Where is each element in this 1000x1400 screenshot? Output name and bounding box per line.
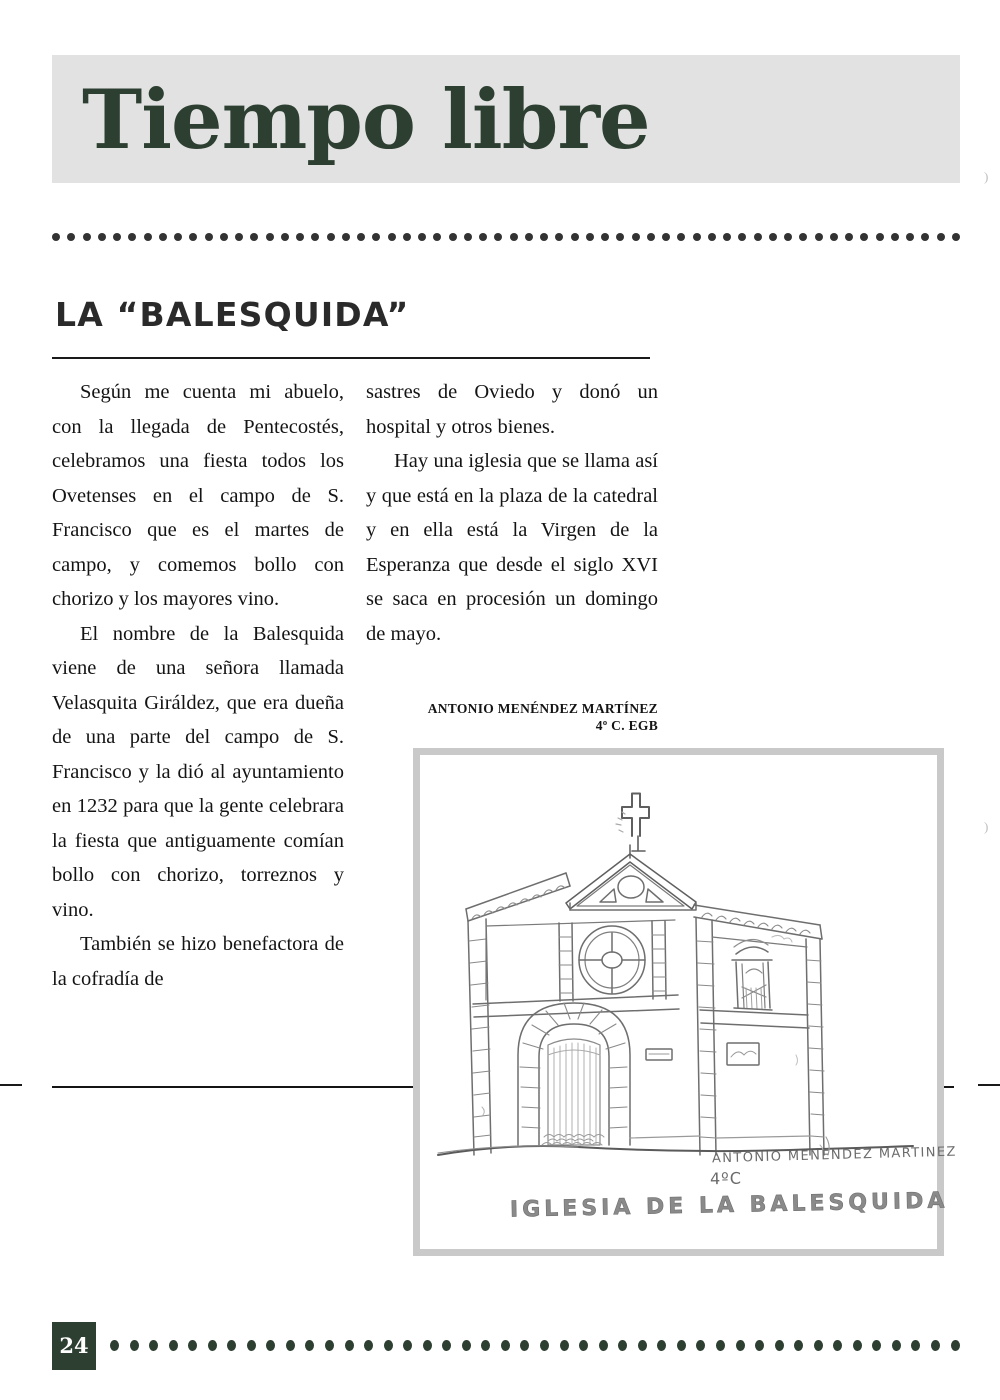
paragraph: El nombre de la Balesquida viene de una señora llamada Velasquita Giráldez, que era dueña de una parte del campo de S. Francisco y la dió al ayuntamiento en 1232 para que la gente celebrara la fiesta que antiguamente comían bollo con chorizo, torreznos y vino. <box>52 622 344 921</box>
body-column-left <box>52 375 344 996</box>
crop-mark-right <box>978 1084 1000 1086</box>
paragraph: sastres de Oviedo y donó un hospital y otros bienes. <box>366 381 658 438</box>
paragraph: Según me cuenta mi abuelo, con la llegada de Pentecostés, celebramos una fiesta todos los Ovetenses en el campo de S. Francisco que es el martes de campo, y comemos bollo con chorizo y los mayores vino. <box>52 381 344 610</box>
byline-grade: 4º C. EGB <box>595 718 658 733</box>
article-title: LA “BALESQUIDA” <box>55 295 410 334</box>
decorative-dot-rule-top <box>52 232 960 242</box>
paragraph: También se hizo benefactora de la cofradía de <box>52 933 344 990</box>
handwritten-grade: 4ºC <box>709 1168 743 1189</box>
body-column-right <box>366 375 658 651</box>
church-facade-drawing <box>420 755 937 1249</box>
byline <box>366 700 658 734</box>
handwritten-author: ANTONIO MENENDEZ MARTINEZ <box>711 1144 958 1167</box>
edge-artifact-middle: ) <box>984 819 989 834</box>
crop-mark-left <box>0 1084 22 1086</box>
decorative-dot-rule-bottom <box>110 1340 960 1351</box>
paragraph: Hay una iglesia que se llama así y que está en la plaza de la catedral y en ella está la Virgen de la Esperanza que desde el siglo XVI se saca en procesión un domingo de mayo. <box>366 450 658 645</box>
byline-author: ANTONIO MENÉNDEZ MARTÍNEZ <box>427 701 658 716</box>
page-number: 24 <box>52 1322 96 1370</box>
masthead-title: Tiempo libre <box>82 73 650 168</box>
handwritten-caption: IGLESIA DE LA BALESQUIDA <box>509 1188 949 1223</box>
title-underline-rule <box>52 357 650 359</box>
illustration-frame <box>413 748 958 1256</box>
edge-artifact-top: ) <box>984 169 989 184</box>
